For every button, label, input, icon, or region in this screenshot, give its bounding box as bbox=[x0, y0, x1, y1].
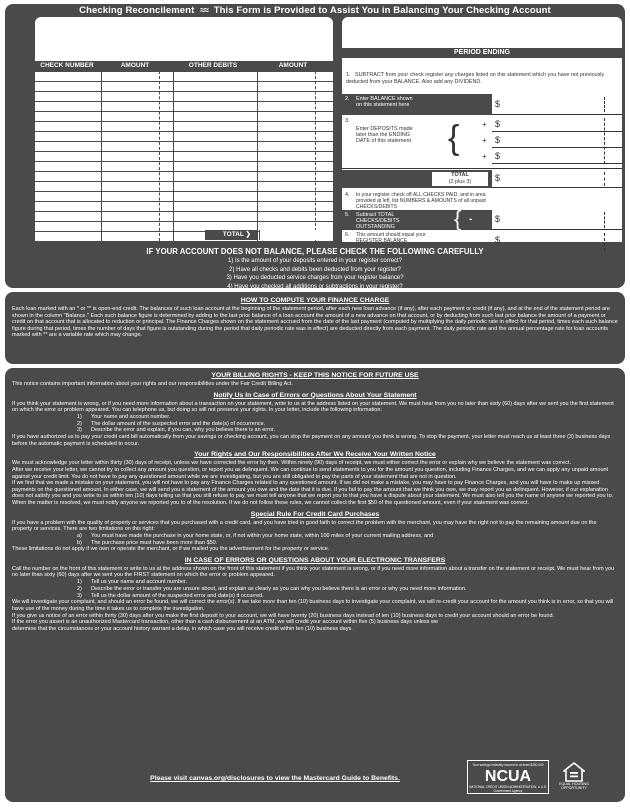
ncua-text: NCUA bbox=[484, 768, 532, 785]
checklist-item: 3) Have you deducted service charges from your register balance? bbox=[226, 275, 404, 282]
column-divider bbox=[173, 71, 174, 241]
eft-after-3: If the error you assert is an unauthorized Mastercard transaction, other than a cash disbursement at an ATM, we will credit your account within five (5) business days unless we determine that the circumstances or your account history warrant a delay, in which case you will receive credit within ten (10) business days. bbox=[12, 619, 439, 632]
checks-total-label: TOTAL ❯ bbox=[205, 230, 257, 240]
checks-table-rows[interactable] bbox=[35, 71, 333, 241]
table-row-line bbox=[35, 181, 333, 182]
col-amount-1: AMOUNT bbox=[120, 62, 150, 69]
table-row-line bbox=[35, 241, 333, 242]
step-5-cents-divider bbox=[604, 212, 605, 228]
step-3-dollar-3: $ bbox=[495, 151, 501, 161]
rights-text-2: After we receive your letter, we cannot try to collect any amount you question, or report you as delinquent. We can continue to send statements to you for the amount you question, including Finance Charges, and we can apply any unpaid amount against your credit limit. You do not have to pay any questioned amount while we are investigating, but you are still obligated to pay the parts of your statement that are not in question. bbox=[12, 466, 609, 480]
step-3-number: 3. bbox=[345, 118, 350, 124]
list-item: 3) Tell us the dollar amount of the suspected error and date(s) it occurred. bbox=[77, 592, 264, 599]
col-other-debits: OTHER DEBITS bbox=[188, 62, 238, 69]
total-row bbox=[342, 170, 622, 188]
step-2-input-line[interactable] bbox=[492, 114, 622, 115]
step-4-label: In your register check off ALL CHECKS PAID, and in area provided at left, list NUMBERS & AMOUNTS of all unpaid CHECKS/DEBITS bbox=[356, 192, 486, 210]
step-3-dollar-2: $ bbox=[495, 135, 501, 145]
table-row-line bbox=[35, 101, 333, 102]
checks-total-field[interactable] bbox=[259, 230, 333, 240]
step-3-input-3[interactable] bbox=[492, 163, 622, 164]
rights-title: Your Rights and Our Responsibilities After We Receive Your Written Notice bbox=[194, 451, 436, 459]
table-row-line bbox=[35, 131, 333, 132]
finance-charge-text: Each loan marked with an * or ** is open-end credit. The balances of such loan account at the beginning of the statement period, after each new loan advance (if any), after each payment or credit (if any), and at the end of the statement period are shown in the column "Balance." Each such balance figure is determined by adding to the last prior balance of a loan account the amount of a new advance on that account, or by deducting from such last prior balance the amount of a payment or credit on that account that is allocated to reduction or principal. The Finance Charges shown on the statement accrued from the date of the last payment (computed by multiplying the daily periodic rate in effect for that period, times each such balance figure during that period, times the number of days that figure is outstanding during the period that daily periodic rate was in effect) are deducted directly from each payment. The daily periodic rate and the annual percentage rate for loan accounts marked with ** are a variable rate which may change. bbox=[12, 306, 618, 339]
table-row-line bbox=[35, 211, 333, 212]
checks-table-header bbox=[35, 61, 333, 71]
checklist-item: 1) Is the amount of your deposits entered in your register correct? bbox=[227, 258, 403, 264]
col-check-number: CHECK NUMBER bbox=[40, 62, 94, 69]
cents-divider bbox=[159, 71, 160, 241]
special-rule-after: These limitations do not apply if we own or operate the merchant, or if we mailed you the advertisement for the property or service. bbox=[12, 546, 330, 553]
table-row-line bbox=[35, 171, 333, 172]
list-item: b) The purchase price must have been more than $50. bbox=[77, 539, 218, 546]
step-3-input-1[interactable] bbox=[492, 131, 622, 132]
outstanding-checks-table bbox=[35, 17, 333, 242]
table-row-line bbox=[35, 141, 333, 142]
special-rule-text: If you have a problem with the quality of property or services that you purchased with a credit card, and you have tried in good faith to correct the problem with the merchant, you may have the right not to pay the remaining amount due on the property or services. There are two limitations on this right: bbox=[12, 519, 597, 533]
list-item: 2) The dollar amount of the suspected error and the date(s) of occurrence. bbox=[77, 420, 266, 427]
table-row-line bbox=[35, 191, 333, 192]
step-5-brace-icon: { bbox=[454, 206, 462, 231]
table-row-line bbox=[35, 111, 333, 112]
step-4-row bbox=[342, 191, 622, 209]
column-divider bbox=[257, 71, 258, 241]
total-cents-divider bbox=[604, 172, 605, 186]
table-row-line bbox=[35, 161, 333, 162]
billing-rights-section bbox=[5, 368, 625, 802]
total-dollar: $ bbox=[495, 173, 501, 183]
checklist-items bbox=[5, 257, 625, 291]
ncua-top-text: Your savings federally insured to at least $250,000 bbox=[472, 763, 544, 767]
step-3-label: Enter DEPOSITS made later than the ENDING DATE of this statement bbox=[356, 126, 413, 145]
step-3-cents-divider bbox=[604, 118, 605, 164]
finance-charge-section bbox=[5, 292, 625, 364]
step-3-plus-2: + bbox=[482, 136, 487, 145]
billing-rights-title: YOUR BILLING RIGHTS - KEEP THIS NOTICE FOR FUTURE USE bbox=[211, 372, 419, 379]
special-rule-title: Special Rule For Credit Card Purchases bbox=[250, 510, 380, 518]
billing-intro: This notice contains important information about your rights and our responsibilities under the Fair Credit Billing Act. bbox=[12, 381, 293, 387]
mastercard-guide-link[interactable]: Please visit canvas.org/disclosures to view the Mastercard Guide to Benefits. bbox=[150, 775, 400, 782]
total-input-line[interactable] bbox=[492, 187, 622, 188]
eft-after-1: We will investigate your complaint, and should an error be found, we will correct the error(s). If we take more than ten (10) business days to investigate your complaint, we will re-credit your account for the amount you think is in error, so that you will have use of the money during the time it takes us to complete the investigation. bbox=[12, 599, 614, 613]
step-5-input-line[interactable] bbox=[492, 229, 622, 230]
step-3-plus-3: + bbox=[482, 152, 487, 161]
step-5-dollar: $ bbox=[495, 214, 501, 224]
step-2-dollar: $ bbox=[495, 99, 501, 109]
step-3-dollar-1: $ bbox=[495, 119, 501, 129]
list-item: a) You must have made the purchase in your home state, or, if not within your home state, within 100 miles of your current mailing address, and bbox=[77, 532, 434, 539]
eft-after-2: If you give us notice of an error within thirty (30) days after you make the first deposit to your account, we will have twenty (20) business days instead of ten (10) business days to credit your account should an error be found. bbox=[12, 612, 555, 619]
table-row-line bbox=[35, 201, 333, 202]
step-1-text: 1. SUBTRACT from your check register any charges listed on this statement which you have not previously deducted from your BALANCE. Also add any DIVIDEND. bbox=[346, 72, 605, 85]
step-5-label: Subtract TOTAL CHECKS/DEBITS OUTSTANDING bbox=[356, 212, 400, 231]
checklist-title: IF YOUR ACCOUNT DOES NOT BALANCE, PLEASE CHECK THE FOLLOWING CAREFULLY bbox=[146, 247, 484, 256]
step-5-minus: - bbox=[469, 214, 473, 225]
table-row-line bbox=[35, 81, 333, 82]
equal-housing-icon bbox=[557, 762, 591, 794]
step-6-dollar: $ bbox=[495, 235, 501, 245]
canvas-logo-icon: ≈≈ bbox=[200, 5, 208, 15]
list-item: 1) Tell us your name and account number. bbox=[77, 579, 188, 586]
step-2-label: Enter BALANCE shown on this statement here bbox=[356, 96, 413, 109]
step-5-row bbox=[342, 206, 622, 231]
eho-line-2: OPPORTUNITY bbox=[561, 786, 587, 790]
step-3-plus-1: + bbox=[482, 120, 487, 129]
cents-divider bbox=[315, 71, 316, 241]
ncua-logo-icon bbox=[467, 760, 549, 794]
step-3-bottom-line bbox=[342, 168, 622, 169]
eft-text: Call the number on the front of this statement or write to us at the address shown on the front of this statement if you think your statement is wrong, or if you need more information about a transfer on the statement or receipt. We must hear from you no later than sixty (60) days after we sent you the FIRST statement on which the error or problem appeared. bbox=[12, 565, 615, 579]
notify-list bbox=[12, 414, 618, 434]
column-divider bbox=[101, 71, 102, 241]
col-amount-2: AMOUNT bbox=[278, 62, 308, 69]
special-rule-list bbox=[12, 533, 618, 547]
checklist-item: 4) Have you checked all additions or subtractions in your register? bbox=[227, 283, 403, 290]
house-icon bbox=[563, 762, 585, 782]
step-3-row bbox=[342, 116, 622, 169]
notify-after: If you have authorized us to pay your credit card bill automatically from your savings or checking account, you can stop the payment on any amount you think is wrong. To stop the payment, your letter must reach us at least three (3) business days before the automatic payment is scheduled to occur. bbox=[12, 434, 611, 447]
rights-text-1: We must acknowledge your letter within thirty (30) days of receipt, unless we have corrected the error by then. Within ninety (90) days of receipt, we must either correct the error or explain why we believe the statement was correct. bbox=[12, 460, 572, 467]
list-item: 2) Describe the error or transfer you are unsure about, and explain as clearly as you can why you believe there is an error or why you need more information. bbox=[77, 585, 467, 592]
checklist-item: 2) Have all checks and debits been deducted from your register? bbox=[229, 266, 401, 273]
notify-title: Notify Us In Case of Errors or Questions About Your Statement bbox=[213, 391, 417, 399]
reconcile-title bbox=[5, 5, 625, 16]
table-row-line bbox=[35, 91, 333, 92]
finance-charge-title: HOW TO COMPUTE YOUR FINANCE CHARGE bbox=[240, 297, 390, 304]
ncua-bottom-text: NATIONAL CREDIT UNION ADMINISTRATION, a U.S. Government Agency bbox=[469, 785, 547, 793]
eho-line-1: EQUAL HOUSING bbox=[559, 782, 589, 786]
total-label-box: TOTAL (2 plus 3) bbox=[432, 172, 488, 186]
step-6-label: This amount should equal your REGISTER BALANCE bbox=[356, 232, 426, 244]
period-ending-header: PERIOD ENDING bbox=[342, 48, 622, 58]
step-6-number: 6. bbox=[345, 232, 350, 238]
eft-list bbox=[12, 579, 618, 599]
step-3-brace-icon: { bbox=[448, 119, 460, 157]
step-2-number: 2. bbox=[345, 96, 350, 102]
step-2-cents-divider bbox=[604, 97, 605, 112]
checking-reconcilement-section bbox=[5, 4, 625, 288]
notify-text: If you think your statement is wrong, or if you need more information about a transaction on your statement, write to us at the address listed on your statement. We must hear from you no later than sixty (60) days after we sent you the first statement on which the error or problem appeared. You can telephone us, but doing so will not preserve your rights. In your letter, include the following information: bbox=[12, 400, 614, 414]
step-3-input-2[interactable] bbox=[492, 147, 622, 148]
reconcile-title-right: This Form is Provided to Assist You in Balancing Your Checking Account bbox=[213, 5, 551, 16]
eft-title: IN CASE OF ERRORS OR QUESTIONS ABOUT YOUR ELECTRONIC TRANSFERS bbox=[184, 556, 446, 564]
step-5-number: 5. bbox=[345, 212, 350, 218]
period-ending-date-field[interactable] bbox=[342, 17, 622, 47]
step-4-number: 4. bbox=[345, 192, 350, 198]
reconcile-title-left: Checking Reconcilement bbox=[79, 5, 195, 16]
table-row-line bbox=[35, 221, 333, 222]
table-row-line bbox=[35, 121, 333, 122]
list-item: 3) Describe the error and explain, if you can, why you believe there is an error. bbox=[77, 427, 276, 434]
step-2-row bbox=[342, 94, 622, 115]
table-row-line bbox=[35, 71, 333, 72]
period-ending-worksheet bbox=[342, 17, 622, 245]
list-item: 1) Your name and account number. bbox=[77, 413, 171, 420]
rights-text-3: If we find that we made a mistake on your statement, you will not have to pay any Finance Charges related to any questioned amount. If we did not make a mistake, you may have to pay Finance Charges, and you will have to make up missed payments on the questioned amount. In either case, we will send you a statement of the amount you owe and the date that it is due. If you fail to pay the amount that we think you owe, we may report you as delinquent. However, if our explanation does not satisfy you and you write to us within ten (10) days telling us that you still refuse to pay, we must tell anyone that we report you to that you have a dispute about your statement. We must also tell you the name of anyone we reported you to. When the matter is resolved, we must notify anyone we reported you to of the resolution. If we do not follow these rules, we cannot collect the first $50 of the questioned amount, even if your statement was correct. bbox=[12, 480, 614, 506]
table-row-line bbox=[35, 151, 333, 152]
